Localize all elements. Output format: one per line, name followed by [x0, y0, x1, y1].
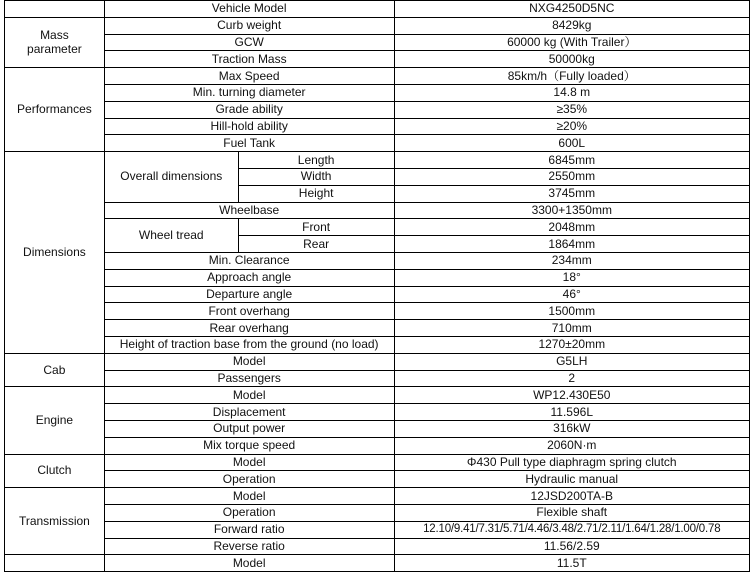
- table-row: [5, 202, 750, 219]
- value-height: 3745mm: [394, 185, 749, 202]
- value-passengers: 2: [394, 370, 749, 387]
- label-engine-model: Model: [104, 387, 394, 404]
- label-traction-mass: Traction Mass: [104, 51, 394, 68]
- table-row: [5, 135, 750, 152]
- label-last-model: Model: [104, 555, 394, 572]
- table-row: [5, 118, 750, 135]
- table-row: [5, 68, 750, 85]
- value-forward-ratio: 12.10/9.41/7.31/5.71/4.46/3.48/2.71/2.11/1.64/1.28/1.00/0.78: [394, 521, 749, 538]
- label-gcw: GCW: [104, 34, 394, 51]
- value-cab-model: G5LH: [394, 353, 749, 370]
- label-cab-model: Model: [104, 353, 394, 370]
- vehicle-spec-table: [4, 0, 750, 572]
- value-length: 6845mm: [394, 152, 749, 169]
- table-row: [5, 353, 750, 370]
- label-wheel-tread: Wheel tread: [104, 219, 238, 253]
- label-clutch-operation: Operation: [104, 471, 394, 488]
- section-clutch: Clutch: [5, 454, 105, 488]
- table-row: [5, 404, 750, 421]
- table-row: [5, 387, 750, 404]
- section-performances: Performances: [5, 68, 105, 152]
- table-row: [5, 488, 750, 505]
- table-row: [5, 17, 750, 34]
- table-row: [5, 370, 750, 387]
- value-transmission-model: 12JSD200TA-B: [394, 488, 749, 505]
- value-torque: 2060N·m: [394, 437, 749, 454]
- value-rear-tread: 1864mm: [394, 236, 749, 253]
- table-row: [5, 1, 750, 18]
- value-front-overhang: 1500mm: [394, 303, 749, 320]
- label-rear-tread: Rear: [238, 236, 394, 253]
- value-min-clearance: 234mm: [394, 252, 749, 269]
- label-height: Height: [238, 185, 394, 202]
- label-approach-angle: Approach angle: [104, 269, 394, 286]
- label-width: Width: [238, 168, 394, 185]
- table-row: [5, 454, 750, 471]
- section-cab: Cab: [5, 353, 105, 387]
- label-displacement: Displacement: [104, 404, 394, 421]
- section-cell: [5, 555, 105, 572]
- table-row: [5, 252, 750, 269]
- label-max-speed: Max Speed: [104, 68, 394, 85]
- label-vehicle-model: Vehicle Model: [104, 1, 394, 18]
- section-engine: Engine: [5, 387, 105, 454]
- section-mass-parameter: Mass parameter: [5, 17, 105, 67]
- label-departure-angle: Departure angle: [104, 286, 394, 303]
- table-row: [5, 84, 750, 101]
- label-grade-ability: Grade ability: [104, 101, 394, 118]
- table-row: [5, 538, 750, 555]
- section-cell: [5, 1, 105, 18]
- label-clutch-model: Model: [104, 454, 394, 471]
- table-row: [5, 34, 750, 51]
- value-output-power: 316kW: [394, 420, 749, 437]
- value-traction-mass: 50000kg: [394, 51, 749, 68]
- value-wheelbase: 3300+1350mm: [394, 202, 749, 219]
- label-min-clearance: Min. Clearance: [104, 252, 394, 269]
- label-passengers: Passengers: [104, 370, 394, 387]
- label-transmission-model: Model: [104, 488, 394, 505]
- label-length: Length: [238, 152, 394, 169]
- value-fuel-tank: 600L: [394, 135, 749, 152]
- value-rear-overhang: 710mm: [394, 320, 749, 337]
- value-clutch-model: Φ430 Pull type diaphragm spring clutch: [394, 454, 749, 471]
- table-row: [5, 269, 750, 286]
- table-row: [5, 303, 750, 320]
- table-row: [5, 219, 750, 236]
- label-output-power: Output power: [104, 420, 394, 437]
- label-transmission-operation: Operation: [104, 504, 394, 521]
- label-rear-overhang: Rear overhang: [104, 320, 394, 337]
- value-traction-base-height: 1270±20mm: [394, 336, 749, 353]
- value-transmission-operation: Flexible shaft: [394, 504, 749, 521]
- value-front-tread: 2048mm: [394, 219, 749, 236]
- value-grade-ability: ≥35%: [394, 101, 749, 118]
- label-front-overhang: Front overhang: [104, 303, 394, 320]
- value-clutch-operation: Hydraulic manual: [394, 471, 749, 488]
- section-transmission: Transmission: [5, 488, 105, 555]
- label-curb-weight: Curb weight: [104, 17, 394, 34]
- label-forward-ratio: Forward ratio: [104, 521, 394, 538]
- table-row: [5, 152, 750, 169]
- value-approach-angle: 18°: [394, 269, 749, 286]
- value-curb-weight: 8429kg: [394, 17, 749, 34]
- label-wheelbase: Wheelbase: [104, 202, 394, 219]
- table-row: [5, 471, 750, 488]
- value-gcw: 60000 kg (With Trailer）: [394, 34, 749, 51]
- label-reverse-ratio: Reverse ratio: [104, 538, 394, 555]
- table-row: [5, 101, 750, 118]
- table-row: [5, 51, 750, 68]
- label-fuel-tank: Fuel Tank: [104, 135, 394, 152]
- value-hill-hold: ≥20%: [394, 118, 749, 135]
- value-reverse-ratio: 11.56/2.59: [394, 538, 749, 555]
- value-turning-diameter: 14.8 m: [394, 84, 749, 101]
- table-row: [5, 336, 750, 353]
- label-hill-hold: Hill-hold ability: [104, 118, 394, 135]
- value-displacement: 11.596L: [394, 404, 749, 421]
- label-traction-base-height: Height of traction base from the ground (no load): [104, 336, 394, 353]
- value-vehicle-model: NXG4250D5NC: [394, 1, 749, 18]
- label-front-tread: Front: [238, 219, 394, 236]
- table-row: [5, 286, 750, 303]
- table-row: [5, 437, 750, 454]
- table-row: [5, 420, 750, 437]
- section-dimensions: Dimensions: [5, 152, 105, 354]
- table-row: [5, 555, 750, 572]
- table-row: [5, 521, 750, 538]
- table-row: [5, 320, 750, 337]
- label-torque: Mix torque speed: [104, 437, 394, 454]
- table-row: [5, 504, 750, 521]
- value-width: 2550mm: [394, 168, 749, 185]
- value-engine-model: WP12.430E50: [394, 387, 749, 404]
- value-max-speed: 85km/h（Fully loaded）: [394, 68, 749, 85]
- label-overall-dimensions: Overall dimensions: [104, 152, 238, 202]
- value-departure-angle: 46°: [394, 286, 749, 303]
- label-turning-diameter: Min. turning diameter: [104, 84, 394, 101]
- value-last-model: 11.5T: [394, 555, 749, 572]
